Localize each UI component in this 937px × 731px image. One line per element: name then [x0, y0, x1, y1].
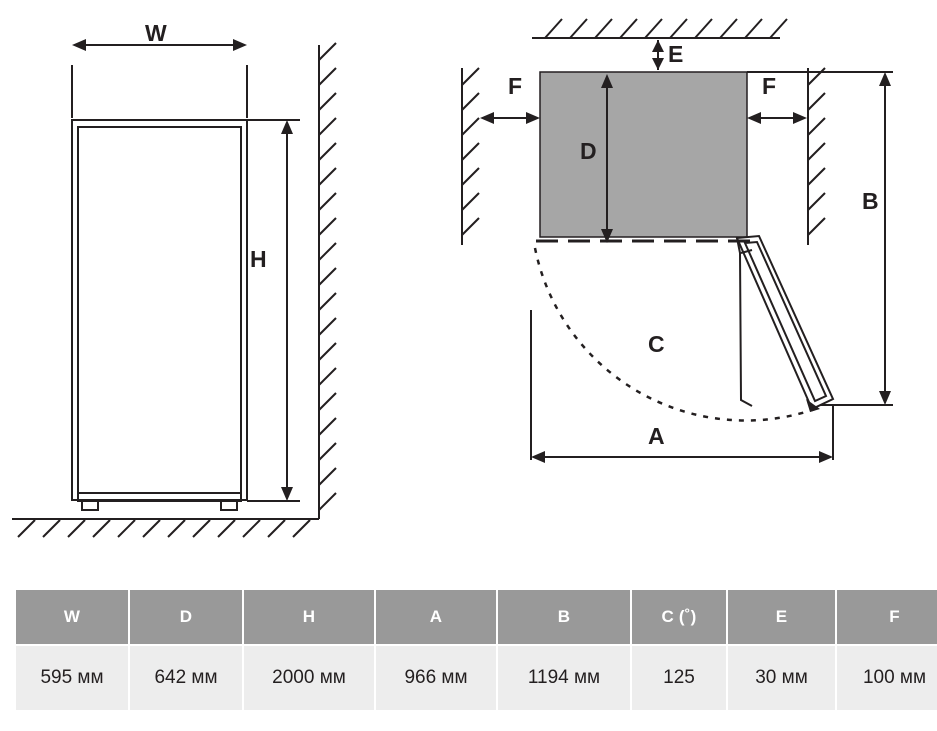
dimension-line-f-left [480, 112, 540, 124]
specification-table [14, 588, 937, 712]
table-header-h: H [244, 590, 374, 644]
wall-hatching-top [532, 19, 787, 38]
table-cell-a: 966 мм [376, 646, 496, 710]
table-cell-d: 642 мм [130, 646, 242, 710]
dimension-line-h [247, 120, 300, 501]
specification-table-container [14, 588, 927, 712]
dim-label-d: D [580, 138, 597, 164]
dim-label-a: A [648, 423, 665, 449]
table-header-w: W [16, 590, 128, 644]
table-row [16, 646, 937, 710]
dimension-line-e [652, 40, 664, 70]
table-header-a: A [376, 590, 496, 644]
table-header-b: B [498, 590, 630, 644]
table-header-e: E [728, 590, 835, 644]
dim-label-h: H [250, 246, 267, 272]
dimension-line-w [72, 39, 247, 118]
wall-hatching-left [462, 68, 479, 245]
dimension-line-f-right [747, 112, 807, 124]
left-view-group [12, 39, 336, 537]
dim-label-w: W [145, 20, 167, 46]
dim-label-c: C [648, 331, 665, 357]
table-cell-b: 1194 мм [498, 646, 630, 710]
dim-label-f-right: F [762, 73, 777, 99]
dim-label-f-left: F [508, 73, 523, 99]
wall-hatching-right [319, 43, 336, 519]
table-cell-e: 30 мм [728, 646, 835, 710]
dim-label-e: E [668, 41, 684, 67]
floor-hatching [12, 519, 319, 537]
dimension-line-a [531, 310, 833, 463]
table-cell-f: 100 мм [837, 646, 937, 710]
table-header-row [16, 590, 937, 644]
dim-label-b: B [862, 188, 879, 214]
table-header-f: F [837, 590, 937, 644]
appliance-plan-body [540, 72, 747, 237]
table-cell-w: 595 мм [16, 646, 128, 710]
door-open-panel [737, 236, 833, 409]
right-view-group [462, 19, 893, 463]
wall-hatching-right-plan [808, 68, 825, 245]
table-header-c: C (˚) [632, 590, 726, 644]
table-cell-c: 125 [632, 646, 726, 710]
table-header-d: D [130, 590, 242, 644]
appliance-front-body [72, 120, 247, 510]
table-cell-h: 2000 мм [244, 646, 374, 710]
